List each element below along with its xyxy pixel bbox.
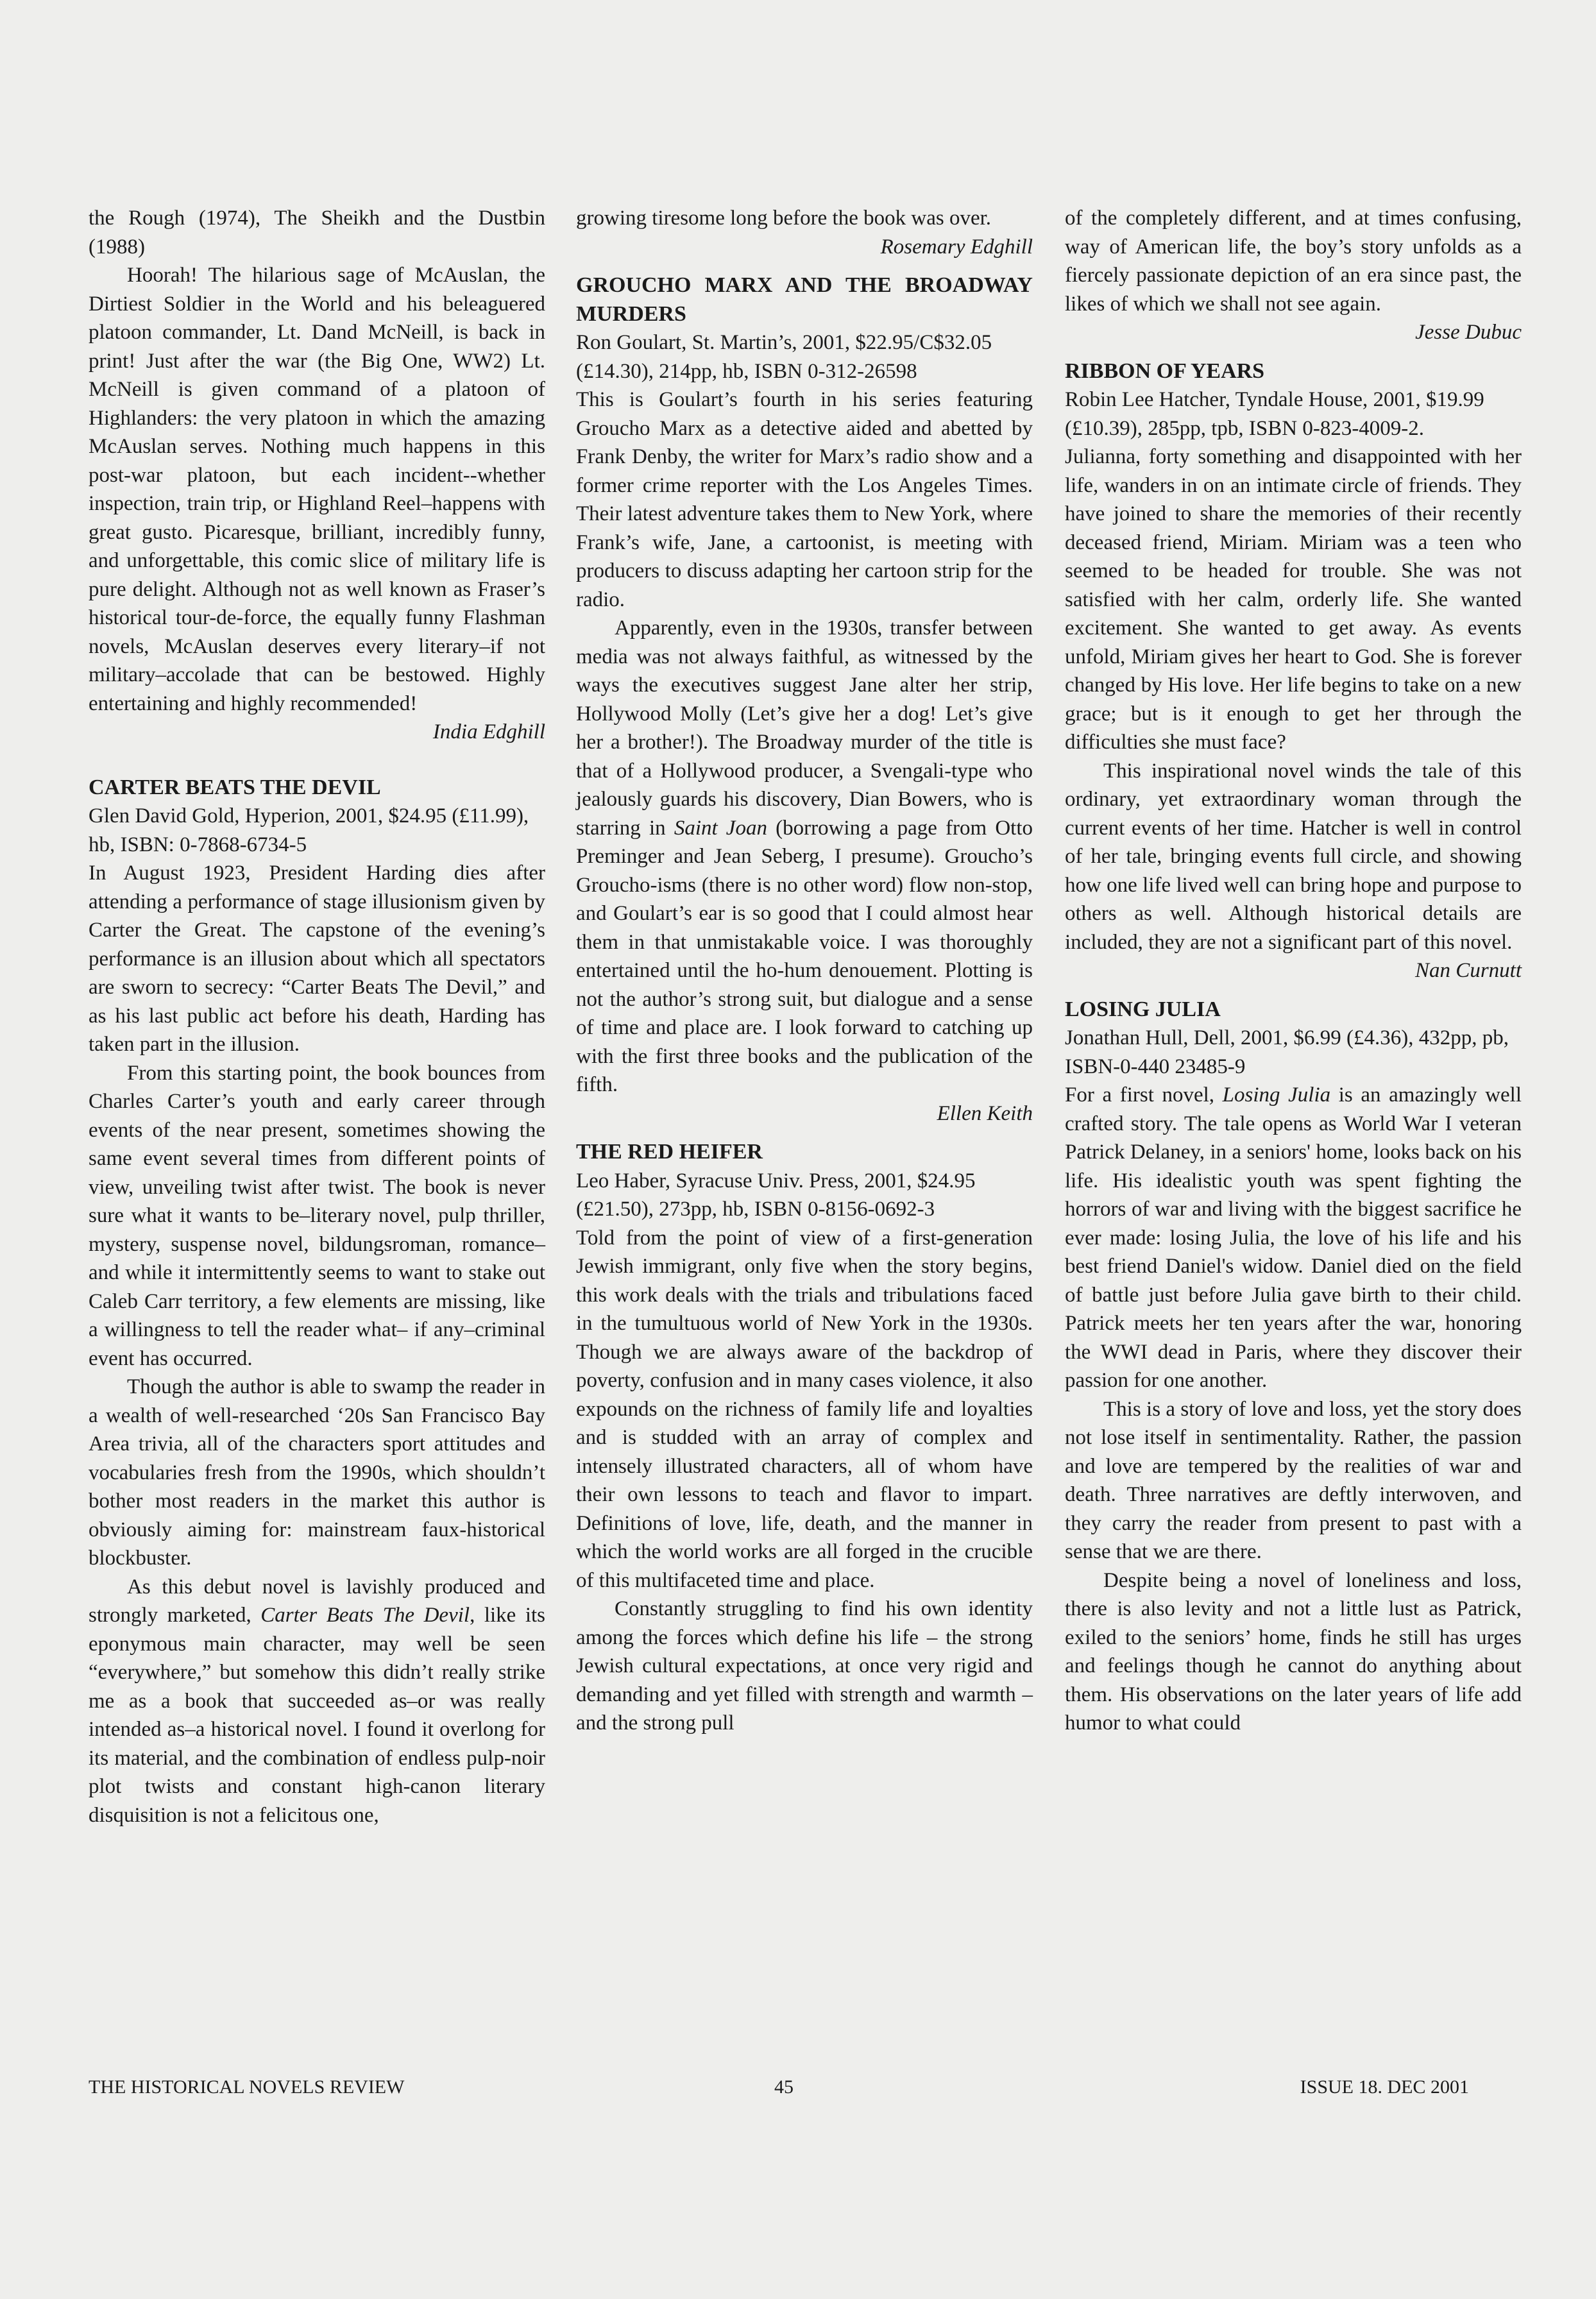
carter-review-tail: growing tiresome long before the book was over. [576,207,992,230]
review-title-the-red-heifer: THE RED HEIFER [576,1140,763,1164]
reviewer-signature: Jesse Dubuc [1415,321,1522,344]
book-details: Glen David Gold, Hyperion, 2001, $24.95 (£11.99), hb, ISBN: 0-7868-6734-5 [89,804,529,856]
section-gap [1065,347,1522,357]
review-paragraph [576,614,1033,1099]
publication-name: THE HISTORICAL NOVELS REVIEW [89,2076,405,2098]
reviewer-signature: India Edghill [432,720,545,743]
review-paragraph [1065,1081,1522,1395]
book-details: Jonathan Hull, Dell, 2001, $6.99 (£4.36), 432pp, pb, ISBN-0-440 23485-9 [1065,1026,1509,1078]
book-details: Robin Lee Hatcher, Tyndale House, 2001, $19.99 (£10.39), 285pp, tpb, ISBN 0-823-4009-2. [1065,388,1484,440]
text-run: For a first novel, [1065,1083,1223,1107]
review-title-losing-julia: LOSING JULIA [1065,997,1221,1021]
section-gap [89,747,545,774]
text-run: , like its eponymous main character, may well be seen “everywhere,” but somehow this didn’t really strike me as a book that succeeded as–or was really intended as–a historical novel. I found it overlong for its material, and the combination of endless pulp-noir plot twists and constant high-canon literary disquisition is not a felicitous one, [89,1604,546,1827]
mcauslan-review-body: Hoorah! The hilarious sage of McAuslan, the Dirtiest Soldier in the World and his beleaguered platoon commander, Lt. Dand McNeill, is back in print! Just after the war (the Big One, WW2) Lt. McNeill is given command of a platoon of Highlanders: the very platoon in which the amazing McAuslan serves. Nothing much happens in this post-war platoon, but each incident--whether inspection, train trip, or Highland Reel–happens with great gusto. Picaresque, brilliant, incredibly funny, and unforgettable, this comic slice of military life is pure delight. Although not as well known as Fraser’s historical tour-de-force, the equally funny Flashman novels, McAuslan deserves every literary–if not military–accolade that can be bestowed. Highly entertaining and highly recommended! [89,264,545,715]
section-gap [576,1128,1033,1138]
column-1 [89,204,545,1829]
review-paragraph: Julianna, forty something and disappointed with her life, wanders in on an intimate circle of friends. They have joined to share the memories of their recently deceased friend, Miriam. Miriam was a teen who seemed to be headed for trouble. She was not satisfied with her calm, orderly life. She wanted excitement. She wanted to get away. As events unfold, Miriam gives her heart to God. She is forever changed by His love. Her life begins to take on a new grace; but is it enough to get her through the difficulties she must face? [1065,445,1522,754]
section-gap [576,261,1033,271]
book-details: Ron Goulart, St. Martin’s, 2001, $22.95/C$32.05 (£14.30), 214pp, hb, ISBN 0-312-26598 [576,331,992,383]
review-paragraph: From this starting point, the book bounces from Charles Carter’s youth and early career through events of the near present, sometimes showing the same event several times from different points of view, unveiling twist after twist. The book is never sure what it wants to be–literary novel, pulp thriller, mystery, suspense novel, bildungsroman, romance–and while it intermittently seems to want to stake out Caleb Carr territory, a few elements are missing, like a willingness to tell the reader what– if any–criminal event has occurred. [89,1061,545,1370]
review-paragraph: This inspirational novel winds the tale of this ordinary, yet extraordinary woman through the current events of her time. Hatcher is well in control of her tale, bringing events full circle, and showing how one life lived well can bring hope and purpose to others as well. Although historical details are included, they are not a significant part of this novel. [1065,759,1522,954]
review-paragraph: This is Goulart’s fourth in his series featuring Groucho Marx as a detective aided and abetted by Frank Denby, the writer for Marx’s radio show and a former crime reporter with the Los Angeles Times. Their latest adventure takes them to New York, where Frank’s wife, Jane, a cartoonist, is meeting with producers to discuss adapting her cartoon strip for the radio. [576,388,1033,611]
mcauslan-header-tail: the Rough (1974), The Sheikh and the Dustbin (1988) [89,207,545,259]
text-run: is an amazingly well crafted story. The tale opens as World War I veteran Patrick Delaney, in a seniors' home, looks back on his life. His idealistic youth was spent fighting the horrors of war and living with the biggest sacrifice he ever made: losing Julia, the love of his life and his best friend Daniel's widow. Daniel died on the field of battle just before Julia gave birth to their child. Patrick meets her ten years after the war, honoring the WWI dead in Paris, where they discover their passion for one another. [1065,1083,1522,1392]
reviewer-signature: Nan Curnutt [1415,959,1522,982]
book-title-italic: Carter Beats The Devil [260,1604,470,1627]
page-footer [89,2073,1469,2101]
text-run: Apparently, even in the 1930s, transfer between media was not always faithful, as witnessed by the ways the executives suggest Jane alter her strip, Hollywood Molly (Let’s give her a dog! Let’s give her a brother!). The Broadway murder of the title is that of a Hollywood producer, a Svengali-type who jealously guards his discovery, Dian Bowers, who is starring in [576,616,1033,840]
review-paragraph: Despite being a novel of loneliness and loss, there is also levity and not a little lust as Patrick, exiled to the seniors’ home, finds he still has urges and feelings though he cannot do anything about them. His observations on the later years of life add humor to what could [1065,1568,1522,1735]
review-title-ribbon-of-years: RIBBON OF YEARS [1065,359,1265,383]
column-2 [576,204,1033,1738]
review-paragraph: Told from the point of view of a first-generation Jewish immigrant, only five when the story begins, this work deals with the trials and tribulations faced in the tumultuous world of New York in the 1930s. Though we are always aware of the backdrop of poverty, confusion and in many cases violence, it also expounds on the richness of family life and loyalties and is studded with an array of complex and intensely illustrated characters, all of whom have their own lessons to teach and flavor to impart. Definitions of love, life, death, and the manner in which the world works are all forged in the crucible of this multifaceted time and place. [576,1226,1033,1592]
review-paragraph: Constantly struggling to find his own identity among the forces which define his life – the strong Jewish cultural expectations, at once very rigid and demanding and yet filled with strength and warmth – and the strong pull [576,1597,1033,1735]
column-3 [1065,204,1522,1738]
play-title-italic: Saint Joan [674,816,767,840]
section-gap [1065,985,1522,996]
review-paragraph: Though the author is able to swamp the reader in a wealth of well-researched ‘20s San Francisco Bay Area trivia, all of the characters sport attitudes and vocabularies fresh from the 1990s, which shouldn’t bother most readers in the market this author is obviously aiming for: mainstream faux-historical blockbuster. [89,1375,545,1570]
text-run: As this debut novel is lavishly produced and strongly marketed, [89,1575,545,1627]
review-paragraph [89,1573,545,1830]
review-paragraph: This is a story of love and loss, yet the story does not lose itself in sentimentality. Rather, the passion and love are tempered by the realities of war and death. Three narratives are deftly interwoven, and they carry the reader from present to past with a sense that we are there. [1065,1397,1522,1563]
reviewer-signature: Ellen Keith [937,1101,1033,1125]
issue-label: ISSUE 18. DEC 2001 [1300,2076,1469,2098]
text-run: (borrowing a page from Otto Preminger and Jean Seberg, I presume). Groucho’s Groucho-isms (there is no other word) flow non-stop, and Goulart’s ear is so good that I could almost hear them in that unmistakable voice. I was thoroughly entertained until the ho-hum denouement. Plotting is not the author’s strong suit, but dialogue and a sense of time and place are. I look forward to catching up with the first three books and the publication of the fifth. [576,816,1033,1096]
red-heifer-review-tail: of the completely different, and at times confusing, way of American life, the boy’s story unfolds as a fiercely passionate depiction of an era since past, the likes of which we shall not see again. [1065,207,1522,316]
book-details: Leo Haber, Syracuse Univ. Press, 2001, $24.95 (£21.50), 273pp, hb, ISBN 0-8156-0692-3 [576,1169,976,1221]
review-paragraph: In August 1923, President Harding dies after attending a performance of stage illusionism given by Carter the Great. The capstone of the evening’s performance is an illusion about which all spectators are sworn to secrecy: “Carter Beats The Devil,” and as his last public act before his death, Harding has taken part in the illusion. [89,861,545,1056]
review-title-groucho-marx: GROUCHO MARX AND THE BROADWAY MURDERS [576,273,1033,326]
reviewer-signature: Rosemary Edghill [880,235,1033,259]
page-number: 45 [774,2076,794,2098]
review-title-carter-beats-the-devil: CARTER BEATS THE DEVIL [89,775,381,799]
book-title-italic: Losing Julia [1222,1083,1331,1107]
